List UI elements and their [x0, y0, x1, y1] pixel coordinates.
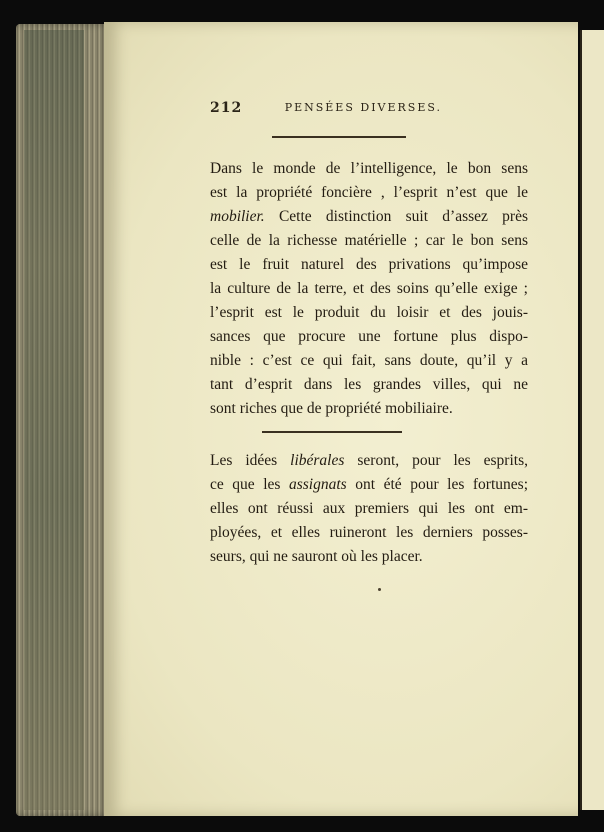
text-line [210, 208, 528, 226]
text-span: seront, pour les esprits, [344, 452, 528, 469]
right-page-edge [580, 30, 604, 810]
text-line: sont riches que de propriété mobiliaire. [210, 400, 453, 417]
text-line: elles ont réussi aux premiers qui les ont em- [210, 500, 528, 517]
text-line: celle de la richesse matérielle ; car le bon sens [210, 232, 528, 249]
italic-word: libérales [290, 452, 345, 469]
page-number: 212 [210, 100, 243, 116]
top-rule [272, 136, 406, 138]
text-line [210, 476, 528, 494]
left-page [104, 22, 578, 816]
text-line: tant d’esprit dans les grandes villes, qui ne [210, 376, 528, 393]
page-edge-shading [24, 30, 84, 810]
text-line: Dans le monde de l’intelligence, le bon sens [210, 160, 528, 177]
text-line: est la propriété foncière , l’esprit n’est que le [210, 184, 528, 201]
text-line [210, 452, 528, 470]
text-line: la culture de la terre, et des soins qu’elle exige ; [210, 280, 528, 297]
running-head [210, 100, 442, 120]
text-span: ont été pour les fortunes; [346, 476, 528, 493]
text-line: l’esprit est le produit du loisir et des jouis- [210, 304, 528, 321]
text-span: ce que les [210, 476, 289, 493]
ink-dot [378, 588, 381, 591]
italic-word: mobilier. [210, 208, 265, 225]
text-line: seurs, qui ne sauront où les placer. [210, 548, 423, 565]
section-rule [262, 431, 402, 433]
text-line: sances que procure une fortune plus dispo- [210, 328, 528, 345]
text-span: Cette distinction suit d’assez près [264, 208, 528, 225]
text-span: Les idées [210, 452, 291, 469]
running-title: PENSÉES DIVERSES. [284, 101, 442, 114]
text-line: ployées, et elles ruineront les derniers posses- [210, 524, 528, 541]
text-line: est le fruit naturel des privations qu’impose [210, 256, 528, 273]
text-line: nible : c’est ce qui fait, sans doute, qu’il y a [210, 352, 528, 369]
italic-word: assignats [288, 476, 347, 493]
